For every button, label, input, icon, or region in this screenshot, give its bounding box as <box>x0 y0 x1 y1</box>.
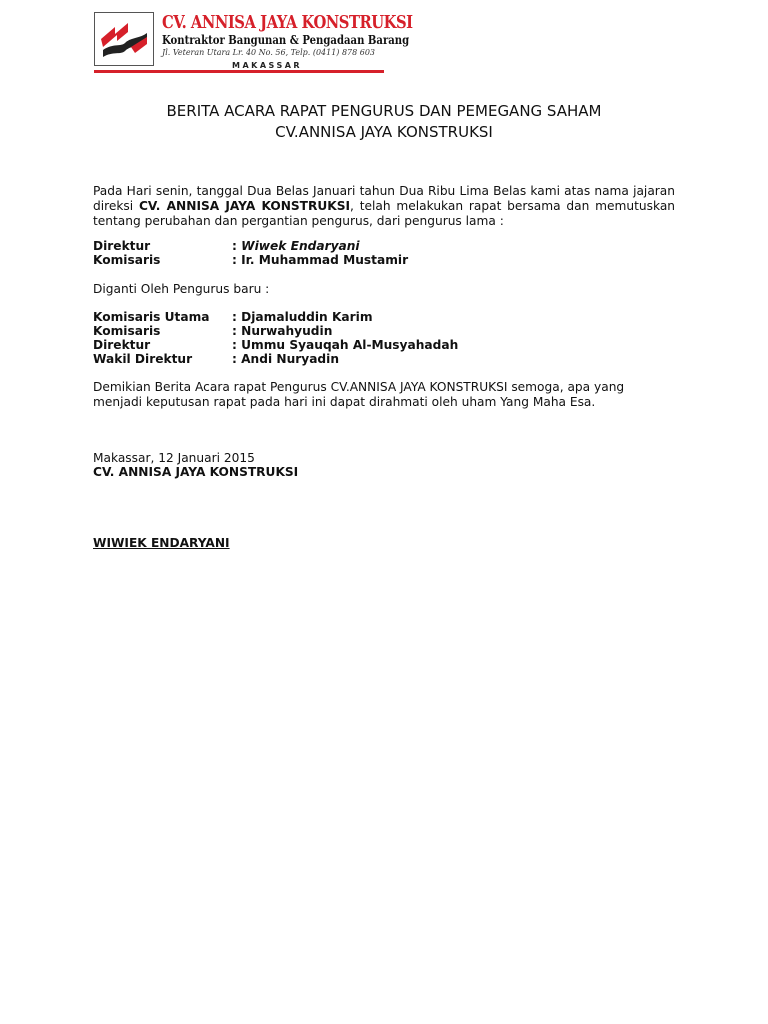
intro-text-after: , telah melakukan rapat bersama dan memutuskan tentang perubahan dan pergantian pengurus, dari pengurus lama : <box>93 199 676 228</box>
old-board-role: Komisaris <box>93 253 161 267</box>
letterhead <box>94 12 413 74</box>
document-title: BERITA ACARA RAPAT PENGURUS DAN PEMEGANG SAHAM <box>166 102 602 120</box>
new-board-name-field <box>232 310 373 324</box>
separator: : <box>232 253 237 267</box>
letterhead-city: MAKASSAR <box>232 61 303 70</box>
new-board-role: Direktur <box>93 338 151 352</box>
new-board-name: Andi Nuryadin <box>241 352 340 366</box>
signer-name: WIWIEK ENDARYANI <box>93 536 230 550</box>
separator: : <box>232 352 237 366</box>
letterhead-divider <box>94 70 384 73</box>
letterhead-subtitle: Kontraktor Bangunan & Pengadaan Barang <box>162 33 410 47</box>
company-logo <box>94 12 154 66</box>
old-board-name: Wiwek Endaryani <box>241 239 360 253</box>
separator: : <box>232 338 237 352</box>
closing-paragraph: Demikian Berita Acara rapat Pengurus CV.ANNISA JAYA KONSTRUKSI semoga, apa yang menjadi keputusan rapat pada hari ini dapat dirahmati oleh uham Yang Maha Esa. <box>93 380 625 409</box>
intro-company-name: CV. ANNISA JAYA KONSTRUKSI <box>138 199 351 213</box>
document-subtitle: CV.ANNISA JAYA KONSTRUKSI <box>275 123 493 141</box>
new-board-name: Djamaluddin Karim <box>241 310 373 324</box>
letterhead-company-name: CV. ANNISA JAYA KONSTRUKSI <box>162 12 413 33</box>
separator: : <box>232 239 237 253</box>
new-board-role: Komisaris Utama <box>93 310 210 324</box>
intro-paragraph <box>93 184 675 229</box>
new-board-name: Ummu Syauqah Al-Musyahadah <box>241 338 459 352</box>
new-board-role: Wakil Direktur <box>93 352 193 366</box>
letterhead-address: Jl. Veteran Utara Lr. 40 No. 56, Telp. (0411) 878 603 <box>162 48 376 58</box>
separator: : <box>232 324 237 338</box>
place-date: Makassar, 12 Januari 2015 <box>93 451 255 465</box>
separator: : <box>232 310 237 324</box>
new-board-name-field <box>232 352 339 366</box>
replacement-intro: Diganti Oleh Pengurus baru : <box>93 282 270 296</box>
old-board-role: Direktur <box>93 239 151 253</box>
intro-text-before: Pada Hari senin, tanggal Dua Belas Januari tahun Dua Ribu Lima Belas kami atas nama jajaran direksi <box>93 184 675 213</box>
signature-company: CV. ANNISA JAYA KONSTRUKSI <box>93 465 299 479</box>
signature-name-wrap <box>93 536 230 550</box>
new-board-name-field <box>232 338 458 352</box>
old-board-name: Ir. Muhammad Mustamir <box>241 253 409 267</box>
new-board-name-field <box>232 324 332 338</box>
old-board-name-field <box>232 239 360 253</box>
company-logo-icon <box>95 13 153 65</box>
old-board-name-field <box>232 253 408 267</box>
new-board-name: Nurwahyudin <box>241 324 333 338</box>
new-board-role: Komisaris <box>93 324 161 338</box>
